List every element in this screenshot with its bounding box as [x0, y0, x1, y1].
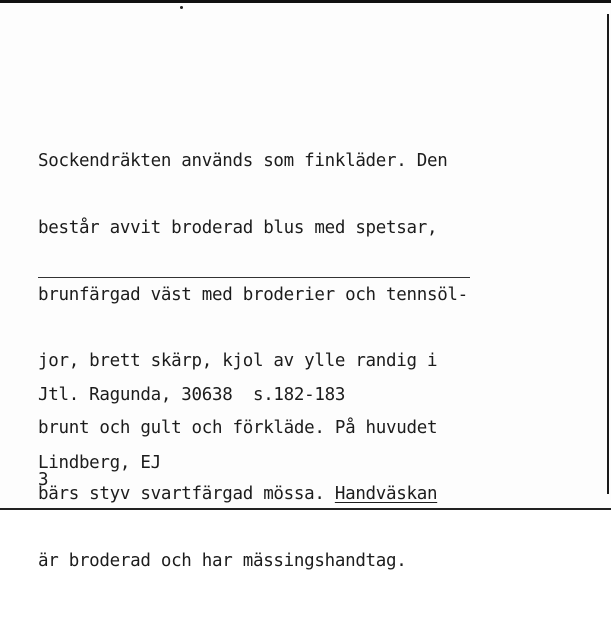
description-line: jor, brett skärp, kjol av ylle randig i	[38, 351, 438, 372]
handwritten-underline	[38, 277, 470, 278]
underlined-word: Handväskan	[334, 484, 438, 505]
description-line: Sockendräkten används som finkläder. Den	[38, 151, 448, 172]
description-line: är broderad och har mässingshandtag.	[38, 551, 407, 572]
description-line-start: bärs styv svartfärgad mössa.	[38, 484, 335, 505]
reference-line: Jtl. Ragunda, 30638 s.182-183	[38, 385, 346, 405]
description-line: brunt och gult och förkläde. På huvudet	[38, 417, 438, 438]
description-line: brunfärgad väst med broderier och tennsöl-	[38, 284, 468, 305]
right-border	[607, 14, 609, 494]
top-border	[0, 0, 611, 3]
reference-block	[38, 339, 345, 519]
description-line: består avvit broderad blus med spetsar,	[38, 218, 438, 239]
card-number: 3	[38, 470, 49, 490]
reference-line: Lindberg, EJ	[38, 452, 161, 473]
punch-mark	[180, 6, 183, 9]
